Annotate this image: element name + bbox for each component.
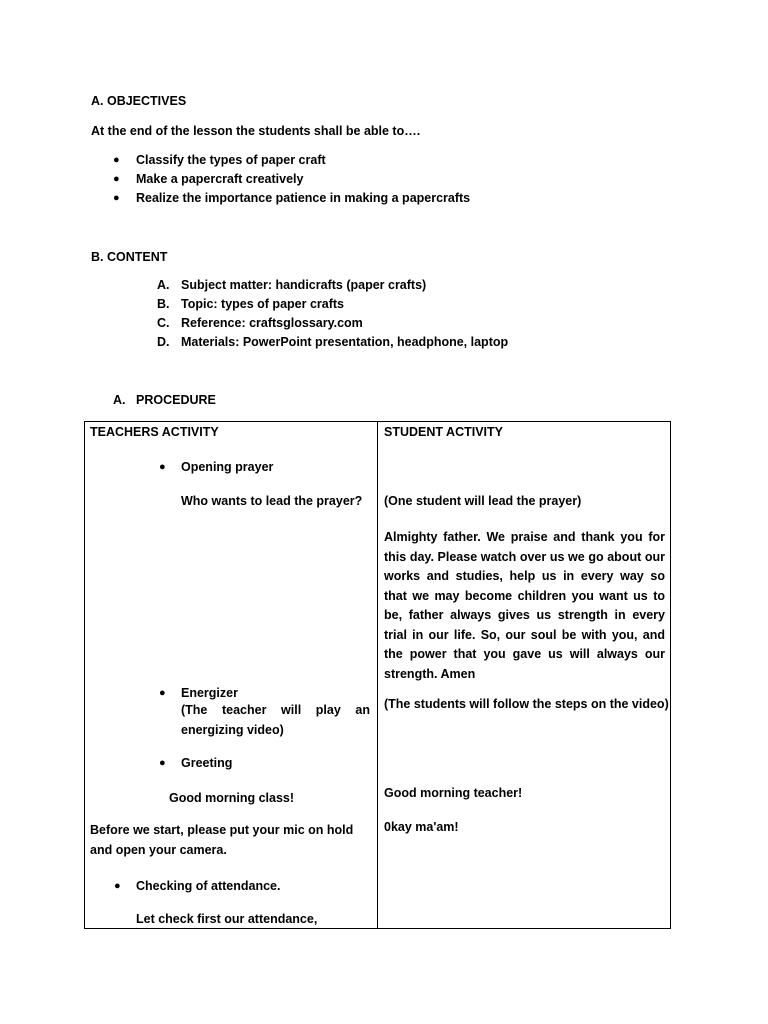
content-item: Materials: PowerPoint presentation, headphone, laptop — [181, 335, 509, 349]
content-item: Topic: types of paper crafts — [181, 297, 344, 311]
bullet-icon: ● — [113, 154, 120, 166]
content-letter: C. — [157, 316, 170, 330]
objectives-intro: At the end of the lesson the students shall be able to…. — [91, 124, 421, 138]
greeting: Greeting — [181, 756, 233, 770]
objectives-heading: A. OBJECTIVES — [91, 94, 187, 108]
energizer: Energizer — [181, 686, 238, 700]
objective-item: Classify the types of paper craft — [136, 153, 326, 167]
procedure-heading: PROCEDURE — [136, 393, 216, 407]
bullet-icon: ● — [159, 687, 166, 699]
teacher-activity-cell — [85, 422, 378, 929]
content-letter: D. — [157, 335, 170, 349]
checking-attendance: Checking of attendance. — [136, 879, 281, 893]
opening-prayer: Opening prayer — [181, 460, 274, 474]
lead-prayer-response: (One student will lead the prayer) — [384, 494, 582, 508]
content-heading: B. CONTENT — [91, 250, 168, 264]
procedure-table — [84, 421, 671, 929]
teacher-activity-header: TEACHERS ACTIVITY — [90, 425, 219, 439]
bullet-icon: ● — [113, 192, 120, 204]
prayer-text: Almighty father. We praise and thank you for this day. Please watch over us we go about our works and studies, help us in every way so that we may become children you want us to be, father always gives us strength in every trial in our life. So, our soul be with you, and the power that you gave us will always our strength. Amen — [384, 530, 665, 681]
mic-camera-instruction: Before we start, please put your mic on hold and open your camera. — [90, 823, 354, 857]
good-morning-class: Good morning class! — [169, 791, 295, 805]
content-item: Reference: craftsglossary.com — [181, 316, 363, 330]
objective-item: Make a papercraft creatively — [136, 172, 304, 186]
attendance-note: Let check first our attendance, — [136, 912, 318, 926]
good-morning-teacher: Good morning teacher! — [384, 786, 523, 800]
objective-item: Realize the importance patience in making a papercrafts — [136, 191, 471, 205]
bullet-icon: ● — [113, 173, 120, 185]
procedure-letter: A. — [113, 393, 126, 407]
content-item: Subject matter: handicrafts (paper crafts) — [181, 278, 427, 292]
bullet-icon: ● — [114, 880, 121, 892]
bullet-icon: ● — [159, 461, 166, 473]
student-activity-header: STUDENT ACTIVITY — [384, 425, 503, 439]
energizer-note: (The teacher will play an energizing video) — [181, 703, 370, 737]
bullet-icon: ● — [159, 757, 166, 769]
content-letter: A. — [157, 278, 170, 292]
okay-response: 0kay ma'am! — [384, 820, 459, 834]
follow-video-response: (The students will follow the steps on the video) — [384, 697, 669, 711]
content-letter: B. — [157, 297, 170, 311]
lead-prayer-question: Who wants to lead the prayer? — [181, 494, 363, 508]
student-activity-cell — [378, 422, 671, 929]
